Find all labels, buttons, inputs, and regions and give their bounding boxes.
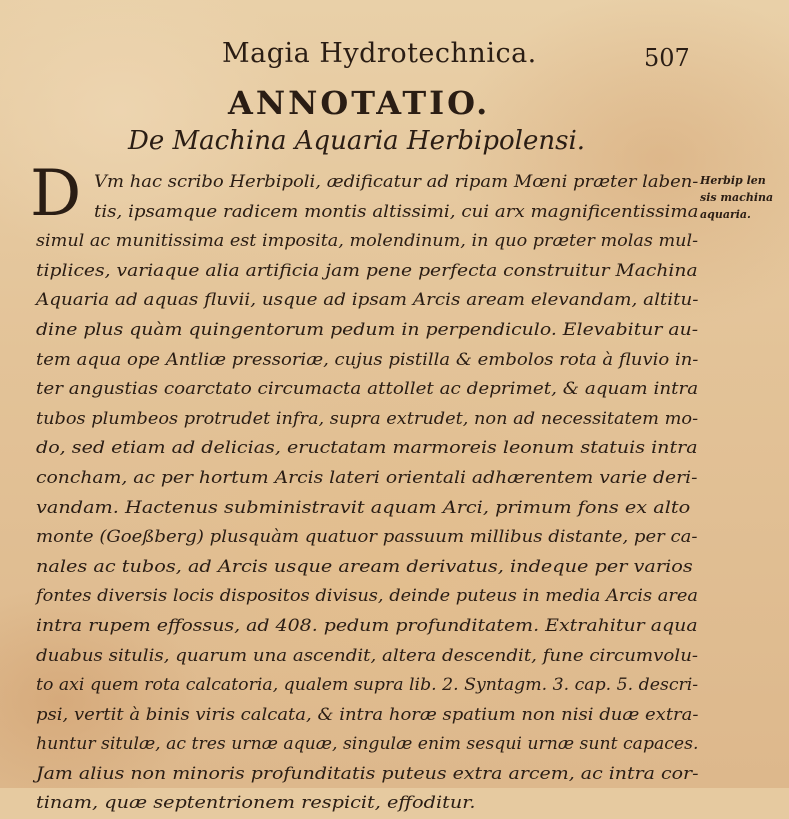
text-line: tiplices, variaque alia artificia jam pene perfecta construitur Machina xyxy=(36,260,698,281)
text-line: nales ac tubos, ad Arcis usque aream derivatus, indeque per varios xyxy=(36,556,693,577)
marginal-note-line: sis machina xyxy=(700,191,774,204)
text-line: tem aqua ope Antliæ pressoriæ, cujus pistilla & embolos rota à fluvio in- xyxy=(36,349,699,370)
text-line: huntur situlæ, ac tres urnæ aquæ, singulæ enim sesqui urnæ sunt capaces. xyxy=(36,734,699,755)
page-number: 507 xyxy=(644,44,690,72)
running-head: Magia Hydrotechnica. xyxy=(222,38,537,69)
text-line: Vm hac scribo Herbipoli, ædificatur ad ripam Mœni præter laben- xyxy=(94,172,699,192)
text-line: fontes diversis locis dispositos divisus, deinde puteus in media Arcis area xyxy=(36,586,698,607)
text-line: duabus situlis, quarum una ascendit, altera descendit, fune circumvolu- xyxy=(36,645,699,666)
body-text xyxy=(36,168,698,819)
text-line: to axi quem rota calcatoria, qualem supra lib. 2. Syntagm. 3. cap. 5. descri- xyxy=(36,675,699,696)
text-line: Aquaria ad aquas fluvii, usque ad ipsam Arcis aream elevandam, altitu- xyxy=(36,290,699,311)
text-line: tis, ipsamque radicem montis altissimi, cui arx magnificentissima xyxy=(94,201,699,222)
text-line: simul ac munitissima est imposita, molendinum, in quo præter molas mul- xyxy=(36,231,699,252)
text-line: tinam, quæ septentrionem respicit, effoditur. xyxy=(36,793,476,814)
text-line: dine plus quàm quingentorum pedum in perpendiculo. Elevabitur au- xyxy=(36,319,699,340)
text-line: intra rupem effossus, ad 408. pedum profunditatem. Extrahitur aqua xyxy=(36,615,698,636)
text-line: tubos plumbeos protrudet infra, supra extrudet, non ad necessitatem mo- xyxy=(36,408,699,429)
text-line: monte (Goeßberg) plusquàm quatuor passuum millibus distante, per ca- xyxy=(36,527,698,548)
drop-capital: D xyxy=(30,157,82,231)
marginal-note-line: aquaria. xyxy=(700,208,751,221)
text-line: concham, ac per hortum Arcis lateri orientali adhærentem varie deri- xyxy=(36,467,698,488)
marginal-note xyxy=(700,172,786,223)
text-line: vandam. Hactenus subministravit aquam Arci, primum fons ex alto xyxy=(36,497,691,518)
text-line: Jam alius non minoris profunditatis puteus extra arcem, ac intra cor- xyxy=(36,763,699,784)
marginal-note-line: Herbip len xyxy=(700,174,766,187)
text-line: do, sed etiam ad delicias, eructatam marmoreis leonum statuis intra xyxy=(36,438,698,459)
text-line: ter angustias coarctato circumacta attollet ac deprimet, & aquam intra xyxy=(36,379,699,400)
section-subtitle: De Machina Aquaria Herbipolensi. xyxy=(128,126,586,156)
text-line: psi, vertit à binis viris calcata, & intra horæ spatium non nisi duæ extra- xyxy=(36,704,699,725)
section-title: ANNOTATIO. xyxy=(228,84,491,122)
